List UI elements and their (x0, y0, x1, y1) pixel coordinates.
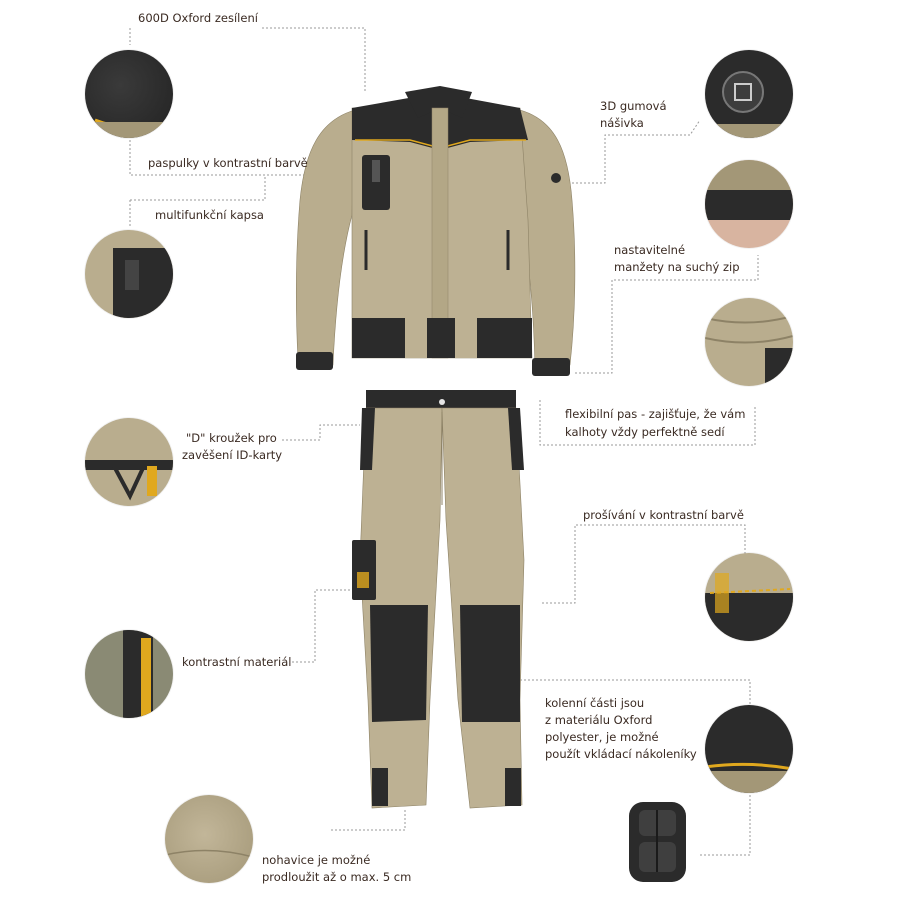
knee-fabric-icon (705, 705, 793, 793)
label-knee-3: polyester, je možné (545, 730, 659, 744)
label-stitching: prošívání v kontrastní barvě (583, 508, 744, 522)
label-cuffs-1: nastavitelné (614, 243, 686, 257)
label-legs-2: prodloužit až o max. 5 cm (262, 870, 412, 884)
label-pocket: multifunkční kapsa (155, 208, 264, 222)
label-oxford: 600D Oxford zesílení (138, 11, 258, 25)
detail-d-ring-circle (85, 418, 173, 506)
label-knee-4: použít vkládací nákoleníky (545, 747, 697, 761)
label-badge-1: 3D gumová (600, 99, 667, 113)
label-d-ring-2: zavěšení ID-karty (182, 448, 283, 462)
detail-contrast-material-circle (85, 630, 173, 718)
label-cuffs-2: manžety na suchý zip (614, 260, 740, 274)
oxford-detail-icon (85, 50, 173, 138)
detail-leg-length-circle (165, 795, 253, 883)
d-ring-icon (85, 418, 173, 506)
leg-hem-icon (165, 795, 253, 883)
jacket (296, 86, 575, 376)
trousers (352, 390, 524, 808)
label-d-ring-1: "D" kroužek pro (186, 431, 277, 445)
stitching-icon (705, 553, 793, 641)
rubber-badge-icon (705, 50, 793, 138)
knee-pad-icon (625, 800, 690, 885)
detail-badge-circle (705, 50, 793, 138)
detail-knee-circle (705, 705, 793, 793)
label-waist-2: kalhoty vždy perfektně sedí (565, 425, 725, 439)
detail-waist-circle (705, 298, 793, 386)
contrast-material-icon (85, 630, 173, 718)
pocket-detail-icon (85, 230, 173, 318)
label-badge-2: nášivka (600, 116, 644, 130)
waist-icon (705, 298, 793, 386)
label-contrast-material: kontrastní materiál (182, 655, 292, 669)
label-piping: paspulky v kontrastní barvě (148, 156, 308, 170)
label-knee-1: kolenní části jsou (545, 696, 645, 710)
detail-cuffs-circle (705, 160, 793, 248)
detail-pocket-circle (85, 230, 173, 318)
label-knee-2: z materiálu Oxford (545, 713, 653, 727)
detail-oxford-circle (85, 50, 173, 138)
detail-stitching-circle (705, 553, 793, 641)
label-legs-1: nohavice je možné (262, 853, 371, 867)
label-waist-1: flexibilní pas - zajišťuje, že vám (565, 407, 746, 421)
cuff-icon (705, 160, 793, 248)
